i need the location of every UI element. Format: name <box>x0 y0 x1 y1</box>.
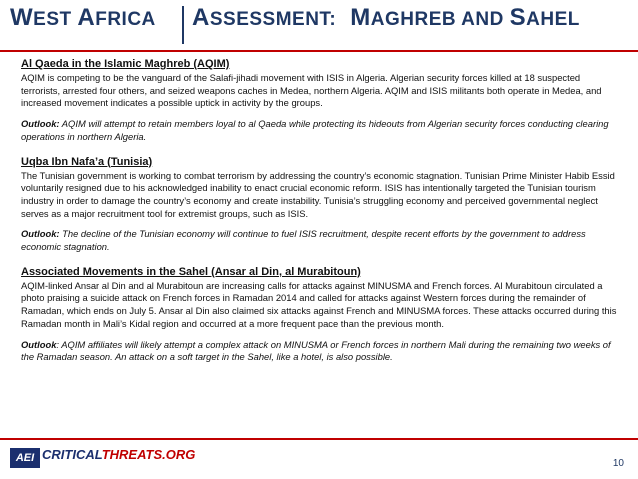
aei-logo-mark: AEI <box>10 448 40 468</box>
section-aqim <box>21 57 621 144</box>
logo-word-critical: CRITICAL <box>42 447 102 462</box>
footer-rule <box>0 438 638 440</box>
section-title: Uqba Ibn Nafa’a (Tunisia) <box>21 155 153 168</box>
section-body: AQIM is competing to be the vanguard of the Salafi-jihadi movement with ISIS in Algeria. Algerian security forces killed at 18 suspected terrorists, arrested four others, and seized weapons caches in Medea, northern Algeria. AQIM and ISIS militants both operate in Medea, and increased movement indicates a possible uptick in activity by the groups. <box>21 72 602 109</box>
section-title: Al Qaeda in the Islamic Maghreb (AQIM) <box>21 58 230 70</box>
outlook-text: : AQIM affiliates will likely attempt a complex attack on MINUSMA or French forces in northern Mali during the remaining two weeks of the Ramadan season. An attack on a soft target in the Sahel, like a hotel, is also possible. <box>21 338 611 363</box>
header-right-rest: AGHREB AND <box>370 9 510 30</box>
section-title: Associated Movements in the Sahel (Ansar al Din, al Murabitoun) <box>21 265 361 278</box>
criticalthreats-logo <box>10 446 196 470</box>
section-body: The Tunisian government is working to combat terrorism by addressing the country’s economic stagnation. Tunisian Prime Minister Habib Essid voluntarily resigned due to his acknowledged inability to enact crucial economic reform. ISIS has intentionally targeted the Tunisian tourism industry in order to damage the country’s economy and create instability. Tunisia’s struggling economy and perceived governmental neglect serves as a major recruitment tool for extremist groups, such as ISIS. <box>21 169 615 219</box>
header-right-cap-2: S <box>509 4 527 31</box>
header-left-cap-2: A <box>77 4 96 31</box>
header-left-cap: W <box>10 4 34 31</box>
outlook-text: AQIM will attempt to retain members loyal to al Qaeda while protecting its hideouts from Algerian security forces conducting clearing operations in northern Algeria. <box>21 118 609 142</box>
slide-content <box>21 57 621 375</box>
outlook-label: Outlook <box>21 338 57 350</box>
logo-word-threats: THREATS.ORG <box>101 447 196 462</box>
header-mid-rest: SSESSMENT: <box>209 9 337 30</box>
section-outlook <box>21 118 621 143</box>
outlook-label: Outlook: <box>21 118 60 130</box>
slide-header <box>0 0 638 46</box>
header-right-rest-2: AHEL <box>526 9 580 30</box>
section-outlook <box>21 339 621 364</box>
header-left-rest: EST <box>33 9 78 30</box>
section-tunisia <box>21 155 621 254</box>
header-section-title <box>192 4 580 32</box>
section-body: AQIM-linked Ansar al Din and al Murabitoun are increasing calls for attacks against MINUSMA and French forces. Al Murabitoun circulated a photo praising a suicide attack on French forces in Ramadan 2014 and called for attacks against Western forces during the remainder of Ramadan, which ends on July 5. Ansar al Din also claimed six attacks against French and MINUSMA forces. These attacks occurred during this Ramadan month in Mali’s Kidal region and occurred at a more frequent pace than the previous month. <box>21 279 617 329</box>
header-region-title <box>10 4 156 32</box>
header-rule <box>0 50 638 52</box>
header-mid-cap: A <box>192 4 210 31</box>
header-divider <box>182 6 184 44</box>
section-outlook <box>21 228 621 253</box>
outlook-label: Outlook: <box>21 228 60 240</box>
page-number: 10 <box>612 458 624 469</box>
section-sahel <box>21 265 621 364</box>
header-right-cap: M <box>350 4 371 31</box>
criticalthreats-wordmark <box>42 447 195 462</box>
header-left-rest-2: FRICA <box>95 9 156 30</box>
outlook-text: The decline of the Tunisian economy will continue to fuel ISIS recruitment, despite recent efforts by the government to address economic stagnation. <box>21 228 586 253</box>
